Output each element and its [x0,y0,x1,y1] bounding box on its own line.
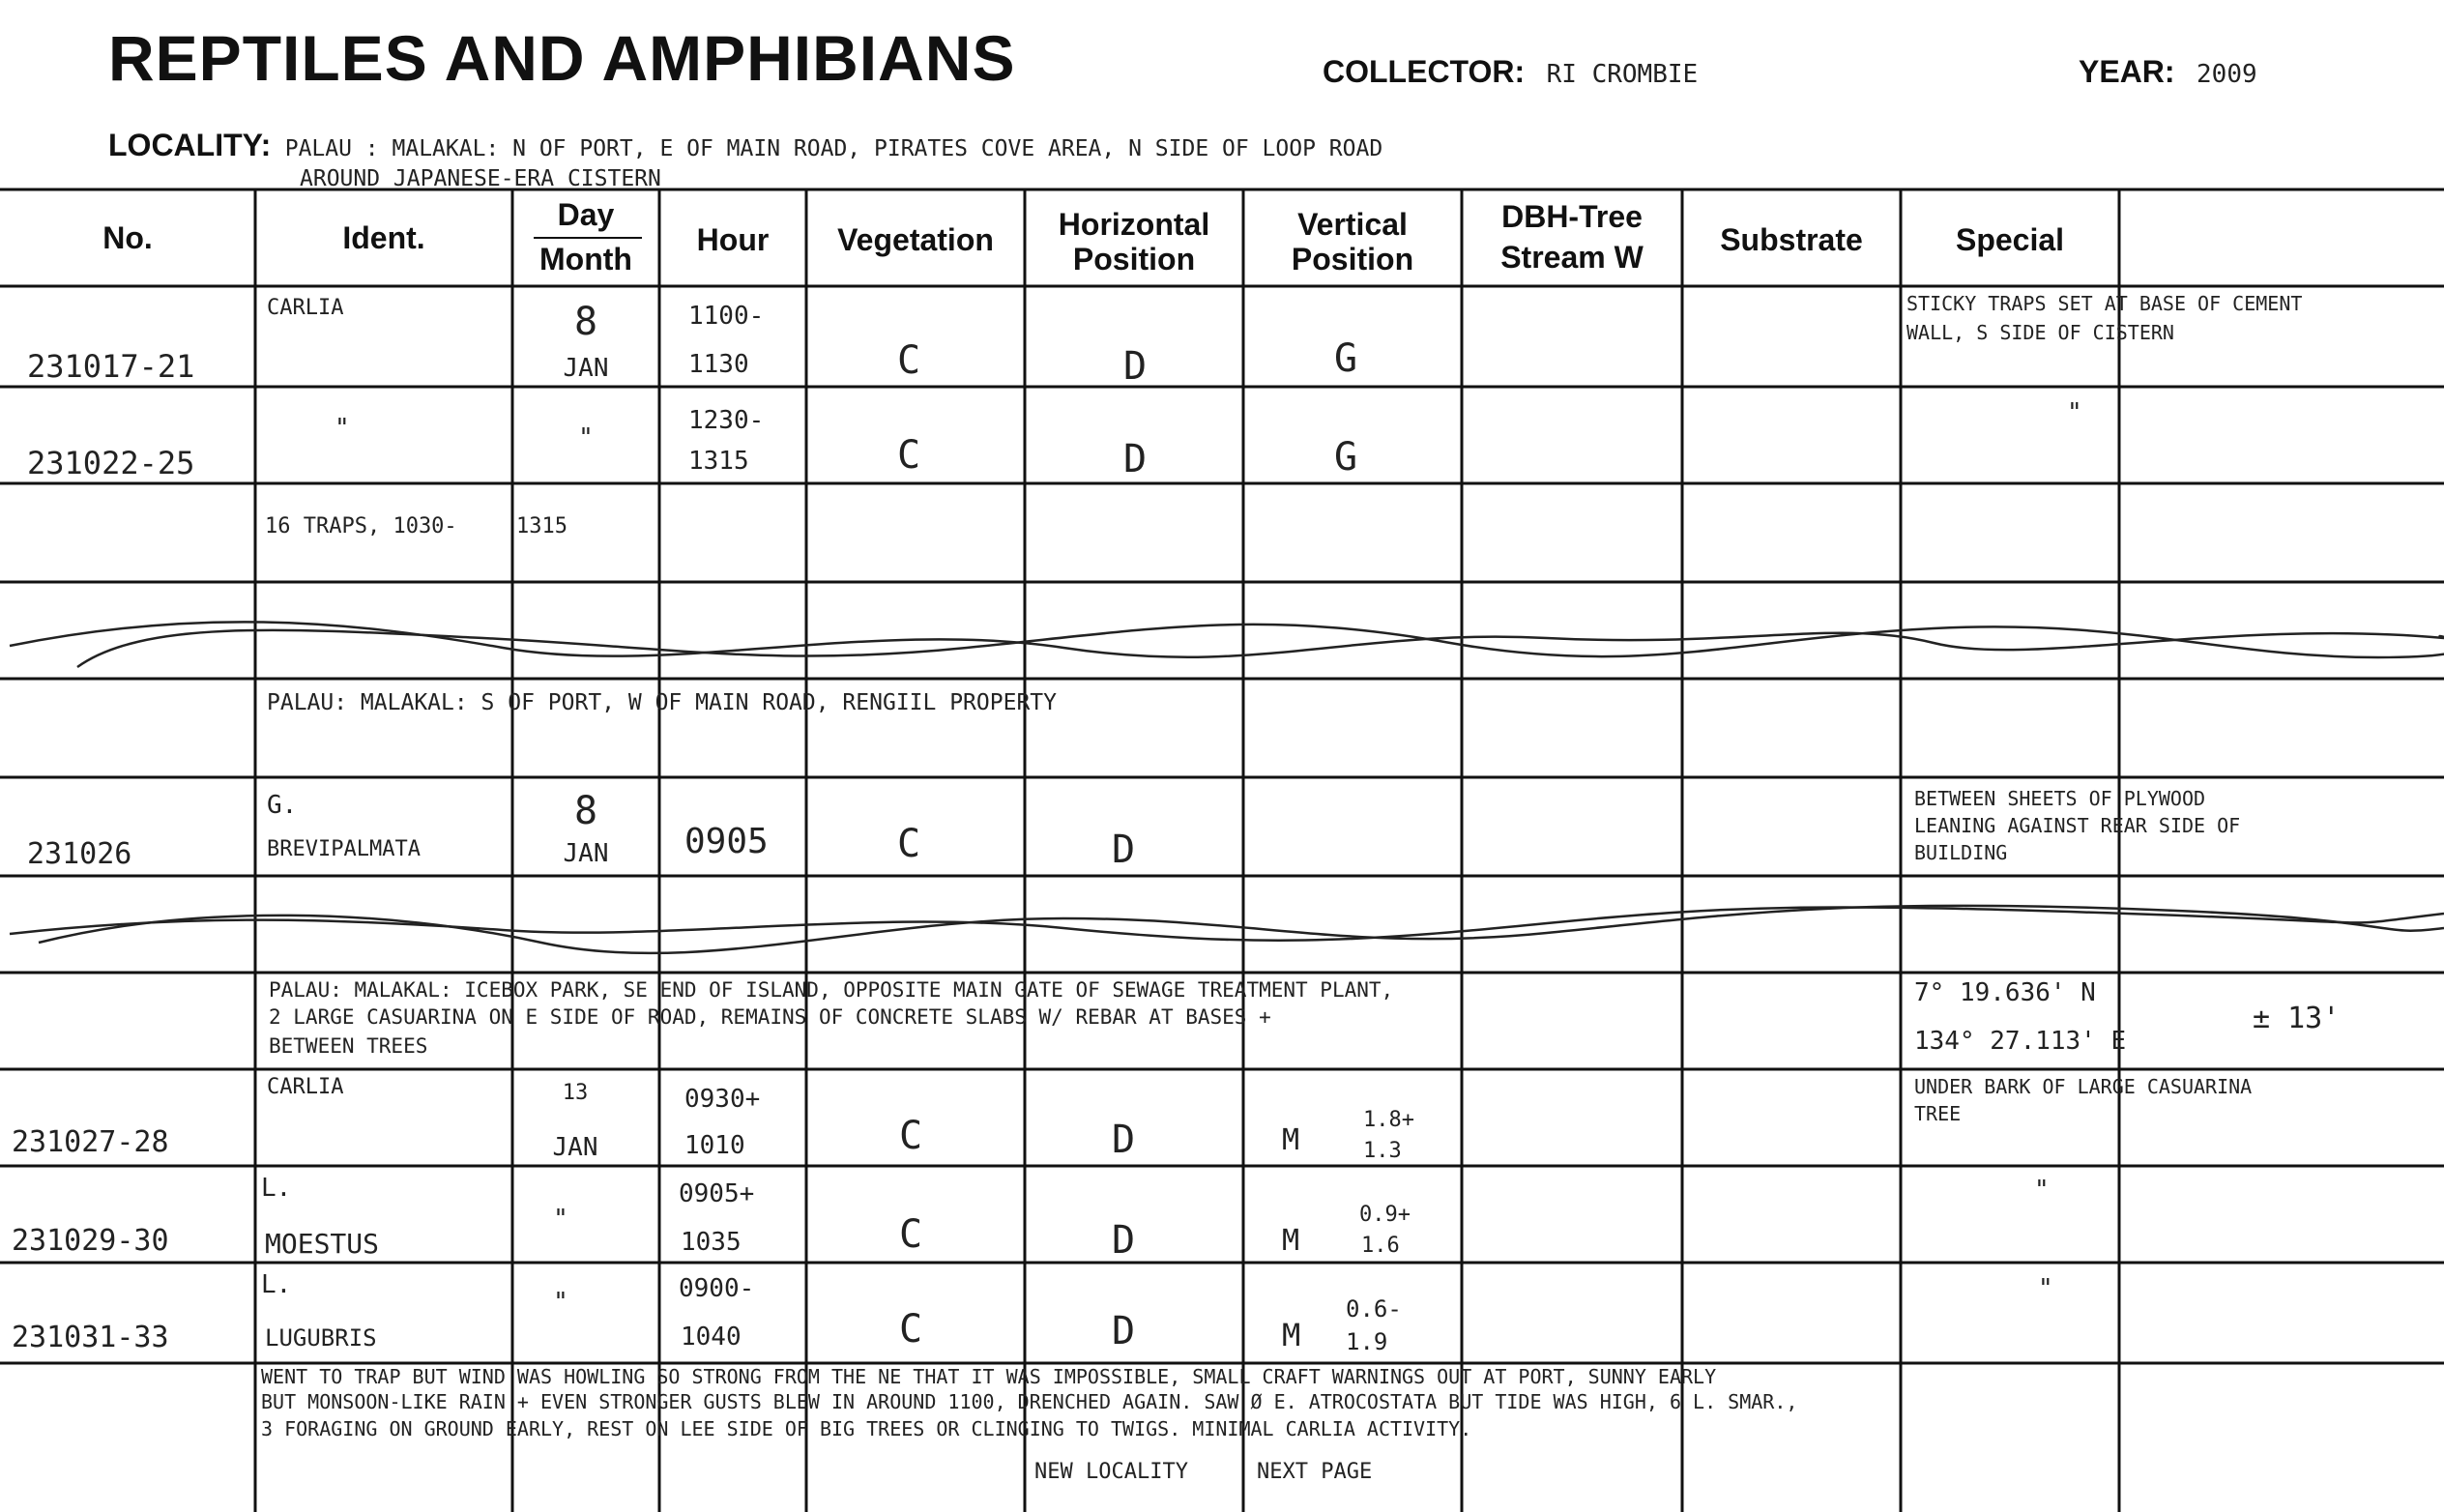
row4-special2: TREE [1914,1102,1962,1125]
year-label: YEAR: [2079,54,2175,89]
row5-special1: " [2034,1176,2050,1205]
row2-hpos: D [1123,437,1148,481]
row1-ident: CARLIA [267,296,344,320]
row1-hour2: 1130 [688,350,749,379]
row3-special1: BETWEEN SHEETS OF PLYWOOD [1914,787,2206,810]
break-line-2 [10,906,2444,953]
row4-vegetation: C [899,1114,923,1158]
traps-note-left: 16 TRAPS, 1030- [265,514,457,538]
row1-no: 231017-21 [27,348,195,385]
notes-line3: 3 FORAGING ON GROUND EARLY, REST ON LEE SIDE OF BIG TREES OR CLINGING TO TWIGS. MINIMAL CARLIA ACTIVITY. [261,1417,1472,1440]
row6-no: 231031-33 [12,1321,169,1354]
header-substrate: Substrate [1720,222,1863,257]
year-value: 2009 [2197,60,2257,89]
row2-no: 231022-25 [27,445,195,481]
row5-hour1: 0905+ [679,1179,755,1208]
row6-vnum2: 1.9 [1346,1328,1388,1355]
row4-month: JAN [552,1133,598,1162]
row2-ident: " [335,414,350,443]
header-horizontal-2: Position [1072,242,1196,276]
header-dbh-2: Stream W [1500,240,1644,275]
row3-hour: 0905 [684,822,769,861]
collector-label: COLLECTOR: [1323,54,1526,89]
row1-special2: WALL, S SIDE OF CISTERN [1906,321,2174,344]
row4-hour1: 0930+ [684,1085,761,1114]
row3-vegetation: C [897,822,921,866]
row2-day: " [578,423,594,452]
locality-line1: PALAU : MALAKAL: N OF PORT, E OF MAIN ROAD, PIRATES COVE AREA, N SIDE OF LOOP ROAD [284,136,1383,161]
row5-vpos: M [1282,1224,1300,1258]
row1-hpos: D [1123,344,1148,389]
row5-vnum1: 0.9+ [1359,1203,1411,1227]
row4-hour2: 1010 [684,1131,745,1160]
locality2-line: PALAU: MALAKAL: S OF PORT, W OF MAIN ROAD, RENGIIL PROPERTY [267,690,1057,715]
header-day: Day [557,197,615,232]
row4-special1: UNDER BARK OF LARGE CASUARINA [1914,1075,2253,1098]
header-special: Special [1955,222,2065,257]
locality3-line2: 2 LARGE CASUARINA ON E SIDE OF ROAD, REMAINS OF CONCRETE SLABS W/ REBAR AT BASES + [269,1005,1271,1029]
locality3-accuracy: ± 13' [2253,1002,2341,1035]
row5-vegetation: C [899,1212,923,1257]
row6-day: " [553,1288,568,1317]
locality-label: LOCALITY: [108,128,272,162]
footer-right: NEXT PAGE [1257,1460,1373,1484]
traps-note-right: 1315 [516,514,567,538]
row5-hour2: 1035 [681,1228,742,1257]
locality3-coord1: 7° 19.636' N [1914,978,2096,1007]
row6-special1: " [2038,1274,2053,1303]
header-vertical-2: Position [1291,242,1414,276]
row2-vpos: G [1334,435,1358,480]
row6-hpos: D [1112,1309,1136,1353]
header-hour: Hour [696,222,770,257]
row1-vegetation: C [897,338,921,383]
header-no: No. [102,220,153,255]
header-vegetation: Vegetation [837,222,994,257]
row4-vnum1: 1.8+ [1363,1108,1414,1132]
row3-no: 231026 [27,837,132,871]
row4-vpos: M [1282,1123,1300,1157]
header-vertical-1: Vertical [1297,207,1408,242]
notes-line2: BUT MONSOON-LIKE RAIN + EVEN STRONGER GUSTS BLEW IN AROUND 1100, DRENCHED AGAIN. SAW Ø E. ATROCOSTATA BUT TIDE WAS HIGH, 6 L. SMAR., [261,1390,1798,1413]
row3-ident2: BREVIPALMATA [267,837,421,861]
row2-special1: " [2067,398,2082,427]
row5-day: " [553,1205,568,1234]
row2-hour1: 1230- [688,406,765,435]
header-dbh-1: DBH-Tree [1501,199,1643,234]
row1-hour1: 1100- [688,302,765,331]
locality3-line1: PALAU: MALAKAL: ICEBOX PARK, SE END OF ISLAND, OPPOSITE MAIN GATE OF SEWAGE TREATMENT PLANT, [269,978,1394,1002]
row2-hour2: 1315 [688,447,749,476]
footer-left: NEW LOCALITY [1034,1460,1188,1484]
header-ident: Ident. [342,220,425,255]
page-title: REPTILES AND AMPHIBIANS [108,22,1016,94]
row5-ident2: MOESTUS [265,1228,380,1260]
row6-ident2: LUGUBRIS [265,1324,377,1352]
row4-vnum2: 1.3 [1363,1139,1402,1163]
row5-no: 231029-30 [12,1224,169,1258]
row1-month: JAN [563,354,609,383]
break-line-1 [10,622,2444,667]
row1-day: 8 [573,300,598,344]
row6-vnum1: 0.6- [1346,1295,1402,1323]
row6-hour2: 1040 [681,1323,742,1352]
row3-hpos: D [1112,828,1136,872]
row4-ident1: CARLIA [267,1075,344,1099]
row6-vegetation: C [899,1307,923,1352]
row4-day: 13 [562,1081,589,1105]
locality3-coord2: 134° 27.113' E [1914,1027,2127,1056]
row4-no: 231027-28 [12,1125,169,1159]
header-horizontal-1: Horizontal [1058,207,1210,242]
header-month: Month [539,242,632,276]
collector-value: RI CROMBIE [1546,60,1699,89]
row1-special1: STICKY TRAPS SET AT BASE OF CEMENT [1906,292,2303,315]
row5-vnum2: 1.6 [1361,1234,1400,1258]
row3-day: 8 [573,789,598,833]
row3-ident1: G. [267,791,298,820]
row2-vegetation: C [897,433,921,478]
row6-ident1: L. [261,1270,292,1299]
row6-hour1: 0900- [679,1274,755,1303]
row3-month: JAN [563,839,609,868]
row5-ident1: L. [261,1174,292,1203]
notes-line1: WENT TO TRAP BUT WIND WAS HOWLING SO STRONG FROM THE NE THAT IT WAS IMPOSSIBLE, SMALL CRAFT WARNINGS OUT AT PORT, SUNNY EARLY [261,1365,1717,1388]
locality3-line3: BETWEEN TREES [269,1034,428,1058]
locality-line2: AROUND JAPANESE-ERA CISTERN [300,166,661,191]
row1-vpos: G [1334,336,1358,381]
row4-hpos: D [1112,1118,1136,1162]
row3-special3: BUILDING [1914,841,2008,864]
row3-special2: LEANING AGAINST REAR SIDE OF [1914,814,2241,837]
row5-hpos: D [1112,1218,1136,1263]
row6-vpos: M [1282,1317,1301,1353]
